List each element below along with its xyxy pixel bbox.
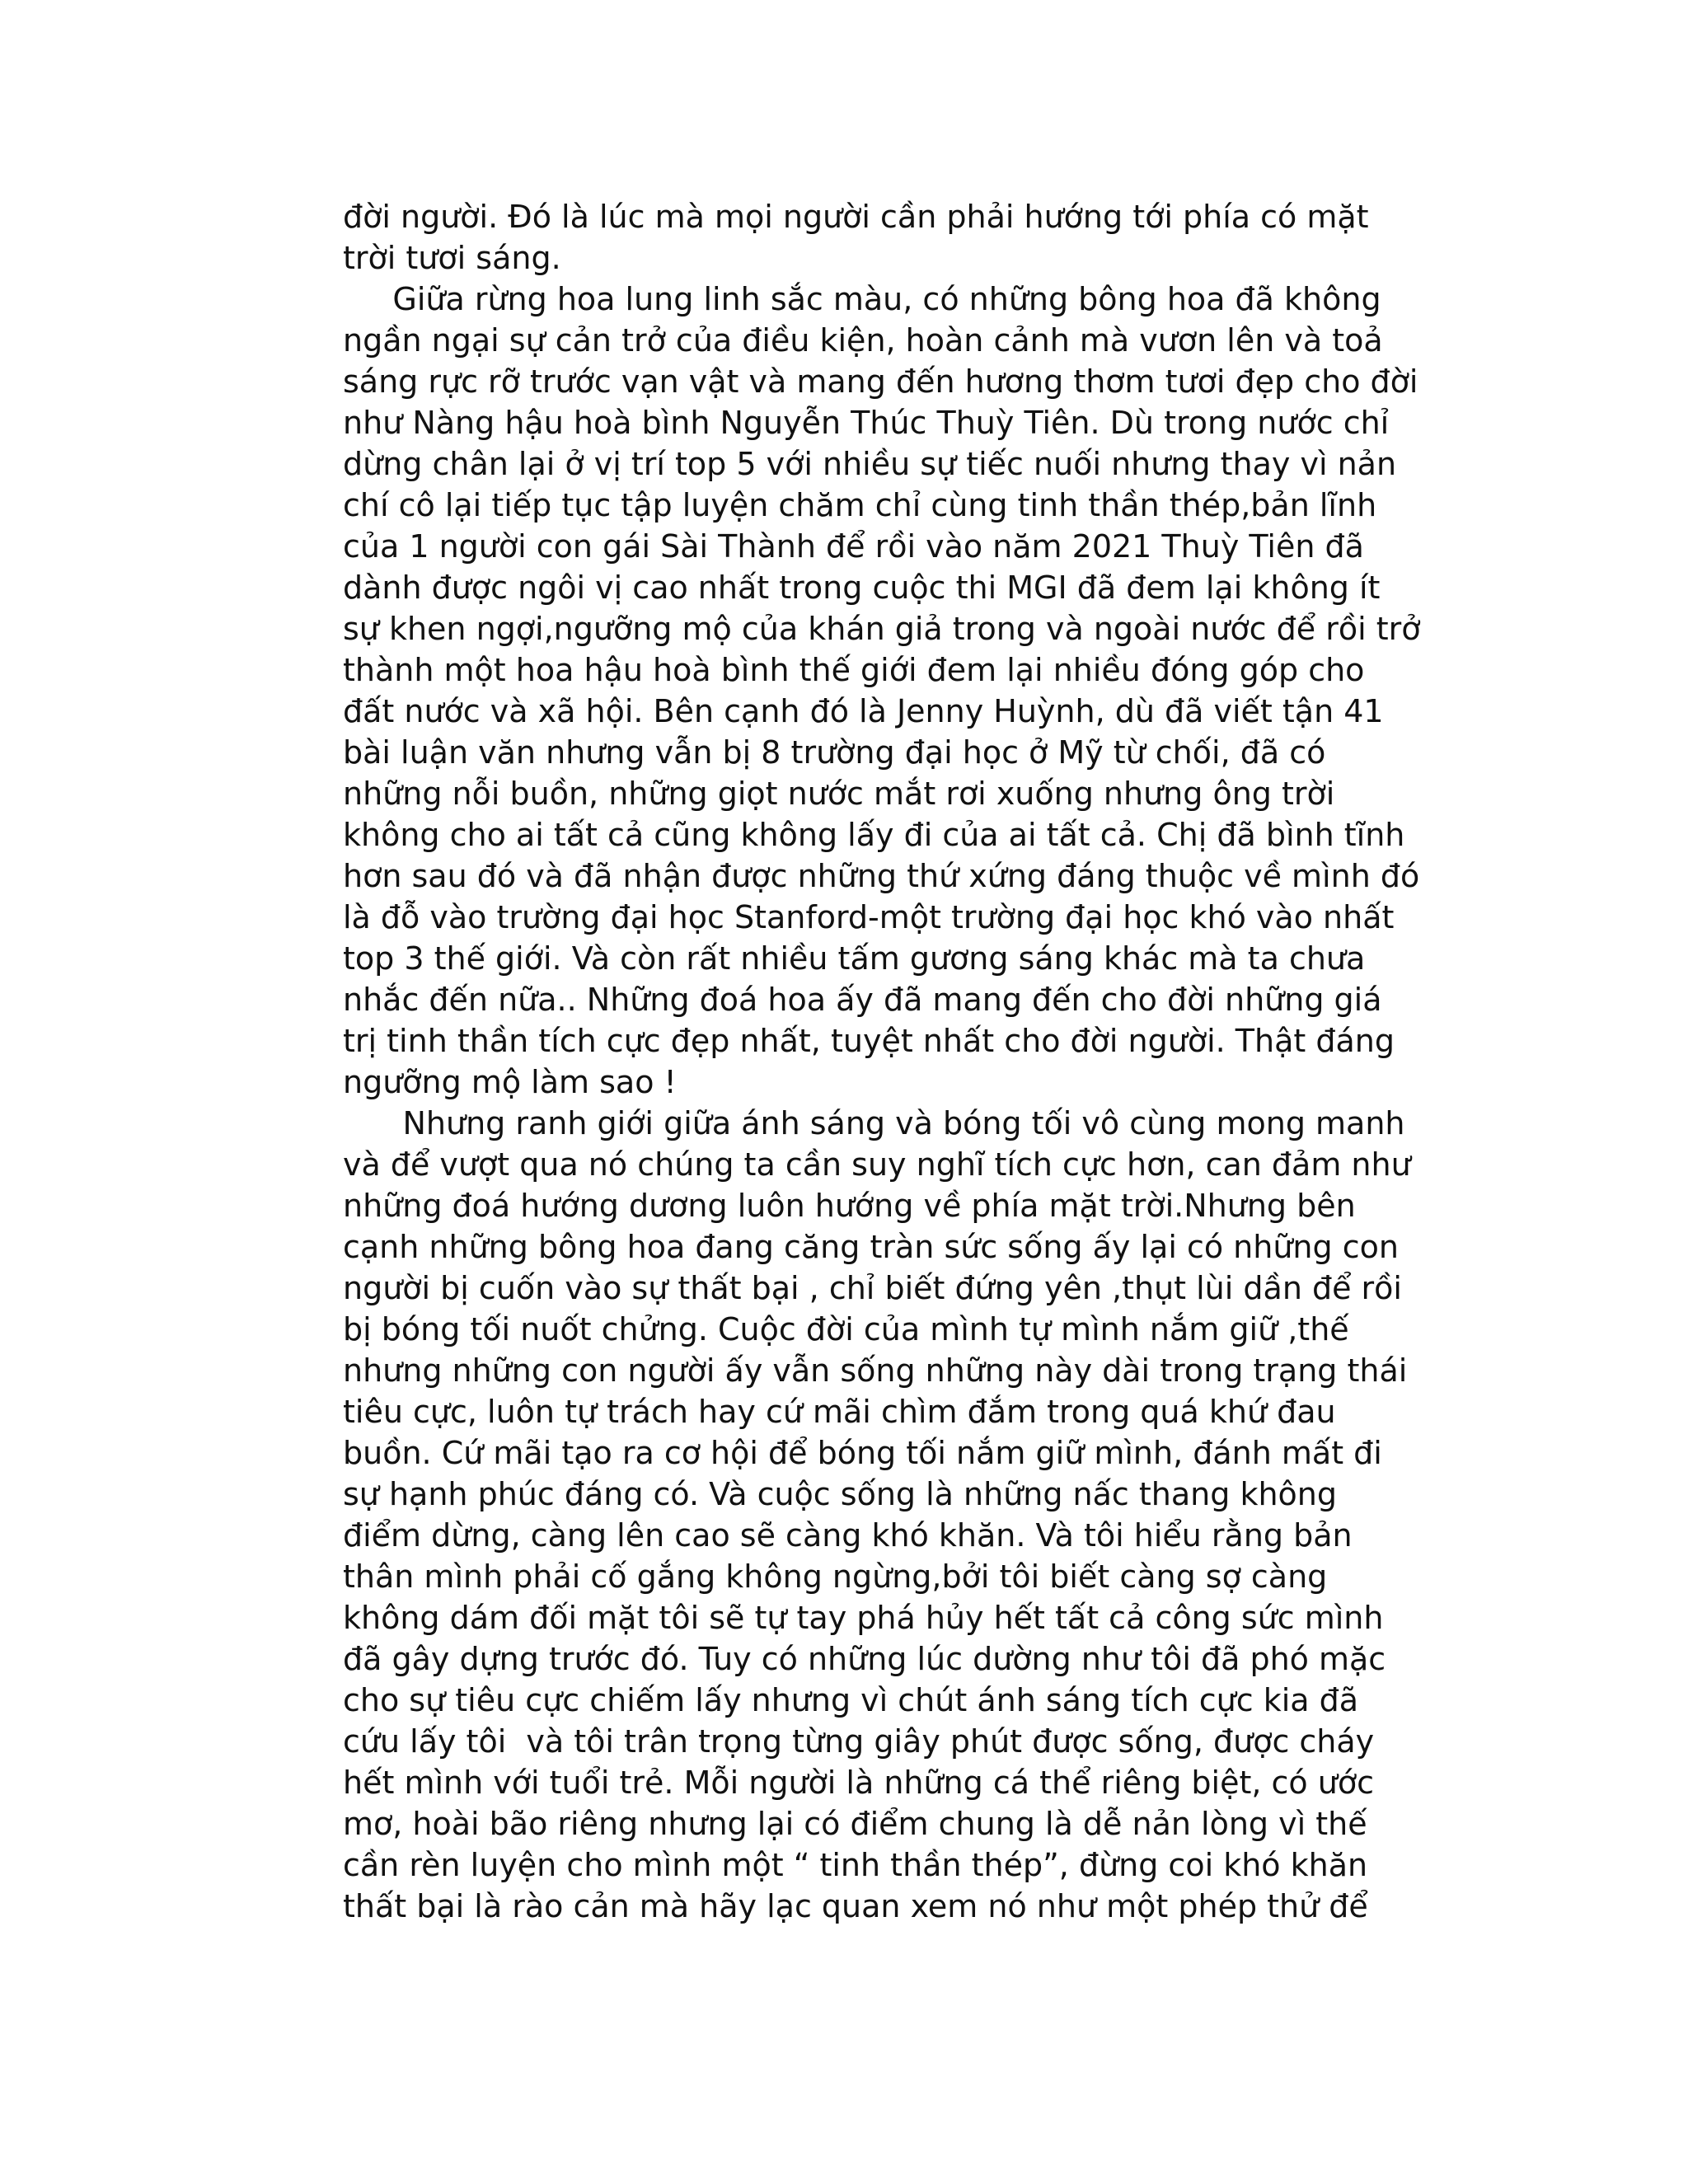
text-line: chí cô lại tiếp tục tập luyện chăm chỉ cùng tinh thần thép,bản lĩnh <box>343 487 1377 523</box>
text-line: Giữa rừng hoa lung linh sắc màu, có những bông hoa đã không <box>343 281 1381 317</box>
text-line: như Nàng hậu hoà bình Nguyễn Thúc Thuỳ Tiên. Dù trong nước chỉ <box>343 405 1390 441</box>
text-line: thất bại là rào cản mà hãy lạc quan xem nó như một phép thử để <box>343 1888 1368 1924</box>
text-line: sự hạnh phúc đáng có. Và cuộc sống là những nấc thang không <box>343 1476 1337 1512</box>
text-line: top 3 thế giới. Và còn rất nhiều tấm gương sáng khác mà ta chưa <box>343 940 1366 977</box>
text-line: thành một hoa hậu hoà bình thế giới đem lại nhiều đóng góp cho <box>343 652 1365 688</box>
text-line: và để vượt qua nó chúng ta cần suy nghĩ tích cực hơn, can đảm như <box>343 1146 1411 1183</box>
text-line: cho sự tiêu cực chiếm lấy nhưng vì chút ánh sáng tích cực kia đã <box>343 1682 1359 1718</box>
text-line: đời người. Đó là lúc mà mọi người cần phải hướng tới phía có mặt <box>343 199 1369 235</box>
text-line: ngưỡng mộ làm sao ! <box>343 1064 677 1100</box>
text-line: bị bóng tối nuốt chửng. Cuộc đời của mình tự mình nắm giữ ,thế <box>343 1311 1349 1347</box>
body-text <box>343 196 1513 1927</box>
text-line: sự khen ngợi,ngưỡng mộ của khán giả trong và ngoài nước để rồi trở <box>343 611 1421 647</box>
text-line: dành được ngôi vị cao nhất trong cuộc thi MGI đã đem lại không ít <box>343 569 1381 606</box>
text-line: những đoá hướng dương luôn hướng về phía mặt trời.Nhưng bên <box>343 1188 1356 1224</box>
text-line: mơ, hoài bão riêng nhưng lại có điểm chung là dễ nản lòng vì thế <box>343 1806 1367 1842</box>
text-line: điểm dừng, càng lên cao sẽ càng khó khăn. Và tôi hiểu rằng bản <box>343 1517 1353 1554</box>
text-line: những nỗi buồn, những giọt nước mắt rơi xuống nhưng ông trời <box>343 776 1335 812</box>
text-line: là đỗ vào trường đại học Stanford-một trường đại học khó vào nhất <box>343 899 1395 935</box>
text-line: nhắc đến nữa.. Những đoá hoa ấy đã mang đến cho đời những giá <box>343 982 1382 1018</box>
text-line: hơn sau đó và đã nhận được những thứ xứng đáng thuộc về mình đó <box>343 858 1420 894</box>
text-line: sáng rực rỡ trước vạn vật và mang đến hương thơm tươi đẹp cho đời <box>343 363 1418 400</box>
text-line: trời tươi sáng. <box>343 240 561 276</box>
text-line: cứu lấy tôi và tôi trân trọng từng giây phút được sống, được cháy <box>343 1723 1375 1760</box>
text-line: Nhưng ranh giới giữa ánh sáng và bóng tối vô cùng mong manh <box>343 1105 1405 1141</box>
text-line: ngần ngại sự cản trở của điều kiện, hoàn cảnh mà vươn lên và toả <box>343 322 1383 359</box>
text-line: nhưng những con người ấy vẫn sống những này dài trong trạng thái <box>343 1352 1408 1389</box>
text-line: không cho ai tất cả cũng không lấy đi của ai tất cả. Chị đã bình tĩnh <box>343 817 1405 853</box>
text-line: của 1 người con gái Sài Thành để rồi vào năm 2021 Thuỳ Tiên đã <box>343 528 1364 565</box>
text-line: hết mình với tuổi trẻ. Mỗi người là những cá thể riêng biệt, có ước <box>343 1765 1374 1801</box>
text-line: đất nước và xã hội. Bên cạnh đó là Jenny Huỳnh, dù đã viết tận 41 <box>343 693 1384 729</box>
text-line: dừng chân lại ở vị trí top 5 với nhiều sự tiếc nuối nhưng thay vì nản <box>343 446 1397 482</box>
text-line: thân mình phải cố gắng không ngừng,bởi tôi biết càng sợ càng <box>343 1558 1328 1595</box>
text-line: trị tinh thần tích cực đẹp nhất, tuyệt nhất cho đời người. Thật đáng <box>343 1023 1395 1059</box>
text-line: đã gây dựng trước đó. Tuy có những lúc dường như tôi đã phó mặc <box>343 1641 1386 1677</box>
text-line: buồn. Cứ mãi tạo ra cơ hội để bóng tối nắm giữ mình, đánh mất đi <box>343 1435 1382 1471</box>
text-line: không dám đối mặt tôi sẽ tự tay phá hủy hết tất cả công sức mình <box>343 1600 1384 1636</box>
text-line: cạnh những bông hoa đang căng tràn sức sống ấy lại có những con <box>343 1229 1399 1265</box>
text-line: cần rèn luyện cho mình một “ tinh thần thép”, đừng coi khó khăn <box>343 1847 1368 1883</box>
text-line: người bị cuốn vào sự thất bại , chỉ biết đứng yên ,thụt lùi dần để rồi <box>343 1270 1402 1306</box>
text-line: bài luận văn nhưng vẫn bị 8 trường đại học ở Mỹ từ chối, đã có <box>343 734 1326 771</box>
text-line: tiêu cực, luôn tự trách hay cứ mãi chìm đắm trong quá khứ đau <box>343 1394 1336 1430</box>
